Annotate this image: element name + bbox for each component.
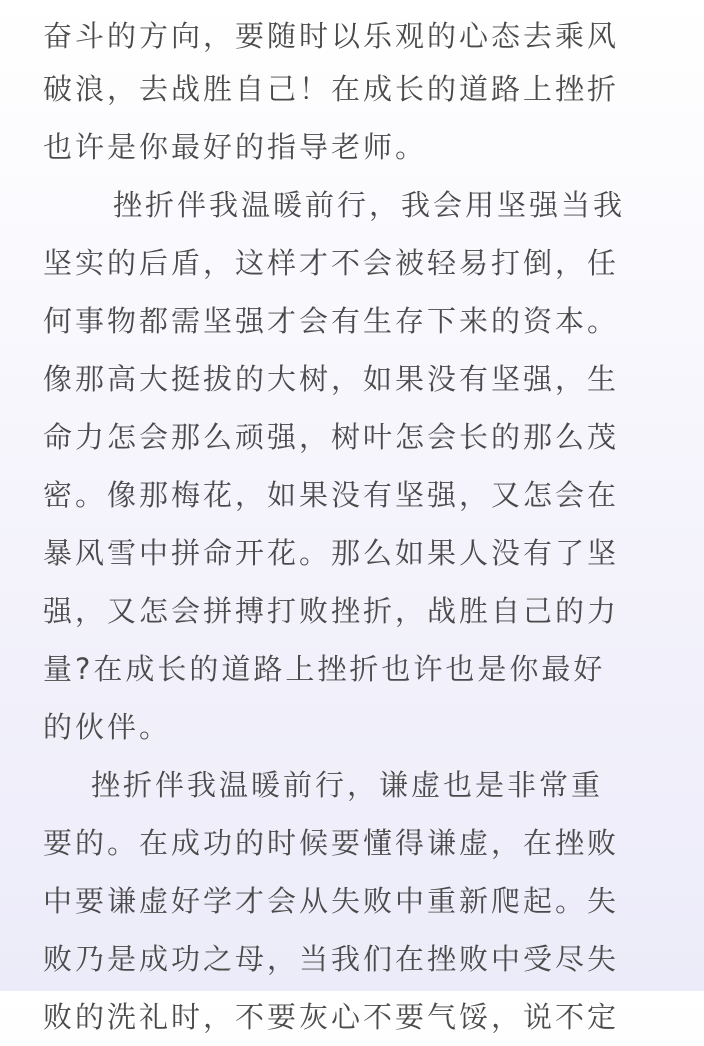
text-line: 密。像那梅花，如果没有坚强，又怎会在	[43, 478, 620, 512]
text-line: 挫折伴我温暖前行，我会用坚强当我	[113, 188, 626, 222]
text-line: 败的洗礼时，不要灰心不要气馁，说不定	[43, 1000, 620, 1034]
text-line: 败乃是成功之母，当我们在挫败中受尽失	[43, 942, 620, 976]
paragraph-3	[43, 756, 684, 1046]
paragraph-2	[43, 176, 684, 756]
text-line: 要的。在成功的时候要懂得谦虚，在挫败	[43, 826, 620, 860]
paragraph-1	[43, 13, 684, 176]
text-line: 坚实的后盾，这样才不会被轻易打倒，任	[43, 246, 620, 280]
text-line: 的伙伴。	[43, 710, 172, 744]
text-line: 暴风雪中拼命开花。那么如果人没有了坚	[43, 536, 620, 570]
text-line: 破浪，去战胜自己！在成长的道路上挫折	[43, 72, 620, 106]
text-line: 命力怎会那么顽强，树叶怎会长的那么茂	[43, 420, 620, 454]
text-line: 何事物都需坚强才会有生存下来的资本。	[43, 304, 620, 338]
text-line: 奋斗的方向，要随时以乐观的心态去乘风	[43, 19, 620, 53]
text-line: 中要谦虚好学才会从失败中重新爬起。失	[43, 884, 620, 918]
text-line: 挫折伴我温暖前行，谦虚也是非常重	[91, 768, 604, 802]
text-line: 量?在成长的道路上挫折也许也是你最好	[43, 652, 606, 686]
text-line: 强，又怎会拼搏打败挫折，战胜自己的力	[43, 594, 620, 628]
text-line: 也许是你最好的指导老师。	[43, 130, 428, 164]
text-line: 像那高大挺拔的大树，如果没有坚强，生	[43, 362, 620, 396]
